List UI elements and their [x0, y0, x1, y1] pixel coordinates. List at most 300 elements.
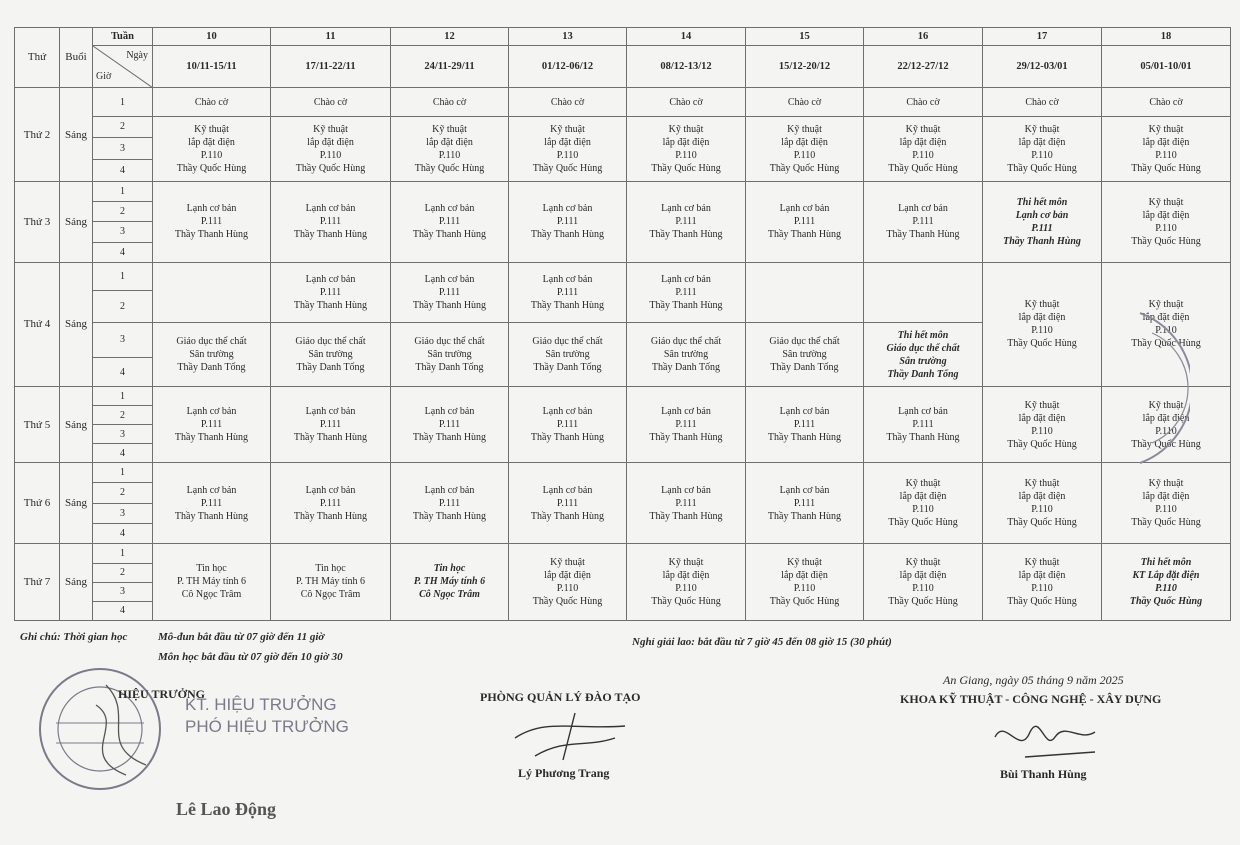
schedule-cell [153, 116, 271, 182]
cell-line: Thầy Quốc Hùng [1131, 163, 1201, 175]
cell-line: Thầy Thanh Hùng [174, 432, 249, 444]
week-dates: 17/11-22/11 [271, 45, 391, 87]
period-number: 3 [93, 137, 153, 159]
period-number: 4 [93, 444, 153, 463]
schedule-cell [391, 543, 509, 620]
cell-line: Lạnh cơ bản [898, 406, 948, 418]
schedule-cell [864, 543, 983, 620]
cell-line: Thầy Thanh Hùng [886, 432, 960, 444]
seal-fragment-icon [1130, 308, 1190, 468]
cell-line: P.111 [556, 216, 579, 228]
day-label: Thứ 2 [15, 88, 60, 182]
cell-line: Kỹ thuật [194, 124, 229, 136]
cell-line: Sân trường [427, 349, 472, 361]
cell-line: P.110 [1155, 582, 1177, 594]
principal-name: Lê Lao Động [176, 799, 277, 819]
cell-line: Thầy Quốc Hùng [1007, 595, 1077, 607]
period-number: 4 [93, 601, 153, 620]
cell-line: Thầy Danh Tống [651, 362, 721, 374]
cell-line: Sân trường [189, 349, 234, 361]
cell-line: P.110 [556, 150, 579, 162]
period-number: 1 [93, 543, 153, 563]
cell-line: Lạnh cơ bản [542, 484, 593, 496]
cell-line: Sân trường [899, 355, 947, 367]
cell-line: P.111 [675, 216, 697, 228]
week-dates: 10/11-15/11 [153, 45, 271, 87]
cell-line: P.111 [438, 419, 461, 431]
date-line: An Giang, ngày 05 tháng 9 năm 2025 [943, 673, 1124, 687]
exam-cell [1102, 543, 1231, 620]
cell-line: Thầy Quốc Hùng [1007, 438, 1077, 450]
period-number: 4 [93, 523, 153, 543]
week-number: 13 [509, 28, 627, 46]
empty-cell [746, 262, 864, 322]
cell-line: lắp đặt điện [426, 137, 473, 149]
cell-line: P.110 [675, 582, 697, 594]
cell-line: Cô Ngọc Trâm [181, 589, 242, 601]
cell-line: Giáo dục thể chất [769, 336, 840, 348]
cell-line: P.110 [793, 150, 816, 162]
cell-line: Kỹ thuật [905, 556, 941, 568]
cell-line: P.111 [319, 216, 342, 228]
note-monhoc: Môn học bắt đầu từ 07 giờ đến 10 giờ 30 [158, 651, 343, 663]
cell-line: P.111 [319, 286, 342, 298]
cell-line: P.110 [1031, 150, 1053, 162]
schedule-cell [746, 463, 864, 543]
cell-line: Thầy Thanh Hùng [530, 229, 605, 241]
period-number: 2 [93, 291, 153, 323]
cell-line: Thầy Danh Tống [887, 368, 959, 380]
cell-line: Thầy Quốc Hùng [651, 595, 721, 607]
cell-line: Kỹ thuật [787, 556, 822, 568]
cell-line: Kỹ thuật [1024, 299, 1060, 311]
schedule-cell [153, 543, 271, 620]
cell-line: Thầy Quốc Hùng [651, 163, 721, 175]
cell-line: Thầy Thanh Hùng [530, 432, 605, 444]
schedule-cell [627, 116, 746, 182]
schedule-cell: Chào cờ [509, 88, 627, 117]
cell-line: P.111 [556, 286, 579, 298]
cell-line: P.110 [1031, 582, 1053, 594]
schedule-cell [509, 182, 627, 262]
note-break: Nghỉ giải lao: bắt đầu từ 7 giờ 45 đến 08 giờ 15 (30 phút) [632, 636, 892, 648]
deputy-title: PHÓ HIỆU TRƯỞNG [185, 717, 349, 736]
period-number: 4 [93, 357, 153, 387]
cell-line: Thầy Quốc Hùng [769, 163, 840, 175]
exam-cell [864, 322, 983, 386]
schedule-cell [509, 463, 627, 543]
cell-line: P.111 [200, 216, 223, 228]
cell-line: Giáo dục thể chất [176, 336, 247, 348]
cell-line: P.110 [1031, 325, 1053, 337]
cell-line: Thầy Quốc Hùng [1007, 517, 1077, 529]
schedule-cell [864, 463, 983, 543]
cell-line: Thầy Thanh Hùng [767, 510, 842, 522]
cell-line: P.110 [912, 582, 934, 594]
cell-line: Lạnh cơ bản [542, 406, 593, 418]
schedule-cell [153, 387, 271, 463]
schedule-table [14, 27, 1231, 621]
cell-line: Thầy Quốc Hùng [532, 163, 603, 175]
cell-line: Lạnh cơ bản [186, 203, 237, 215]
cell-line: P.111 [438, 216, 461, 228]
schedule-cell [391, 463, 509, 543]
schedule-cell [983, 387, 1102, 463]
cell-line: Lạnh cơ bản [305, 406, 356, 418]
tuan-header: Tuần [93, 28, 153, 46]
schedule-cell [391, 322, 509, 386]
cell-line: Kỹ thuật [787, 124, 822, 136]
cell-line: Thầy Thanh Hùng [293, 229, 368, 241]
schedule-cell: Chào cờ [746, 88, 864, 117]
cell-line: P.111 [1031, 222, 1053, 234]
period-number: 2 [93, 202, 153, 222]
cell-line: P.110 [675, 150, 697, 162]
cell-line: Kỹ thuật [432, 124, 467, 136]
faculty-name: Bùi Thanh Hùng [1000, 767, 1087, 781]
cell-line: lắp đặt điện [1018, 312, 1066, 324]
cell-line: lắp đặt điện [1018, 491, 1066, 503]
cell-line: Thầy Quốc Hùng [888, 163, 958, 175]
note-label: Ghi chú: Thời gian học [20, 631, 128, 643]
cell-line: Cô Ngọc Trâm [300, 589, 361, 601]
cell-line: Thầy Danh Tống [770, 362, 839, 374]
cell-line: Thầy Quốc Hùng [1131, 235, 1201, 247]
cell-line: P. TH Máy tính 6 [296, 576, 365, 588]
schedule-cell [746, 543, 864, 620]
cell-line: P.110 [200, 150, 223, 162]
cell-line: Kỹ thuật [1148, 478, 1184, 490]
cell-line: Kỹ thuật [550, 556, 585, 568]
cell-line: Lạnh cơ bản [305, 203, 356, 215]
cell-line: P.110 [1155, 150, 1177, 162]
week-number: 14 [627, 28, 746, 46]
cell-line: Kỹ thuật [668, 556, 704, 568]
week-dates: 29/12-03/01 [983, 45, 1102, 87]
cell-line: Sân trường [782, 349, 827, 361]
schedule-cell: Chào cờ [391, 88, 509, 117]
day-label: Thứ 4 [15, 262, 60, 387]
cell-line: P.111 [675, 497, 697, 509]
cell-line: P.110 [438, 150, 461, 162]
cell-line: Sân trường [545, 349, 590, 361]
cell-line: Thầy Danh Tống [533, 362, 602, 374]
schedule-cell [509, 262, 627, 322]
cell-line: Giáo dục thể chất [650, 336, 722, 348]
cell-line: Kỹ thuật [1024, 556, 1060, 568]
schedule-cell [627, 543, 746, 620]
cell-line: lắp đặt điện [1018, 412, 1066, 424]
cell-line: Kỹ thuật [1148, 399, 1184, 411]
schedule-cell [271, 322, 391, 386]
cell-line: Thầy Thanh Hùng [649, 510, 723, 522]
cell-line: Thầy Thanh Hùng [293, 299, 368, 311]
cell-line: Thầy Quốc Hùng [769, 595, 840, 607]
signature-icon [985, 712, 1105, 762]
cell-line: Lạnh cơ bản [305, 273, 356, 285]
cell-line: lắp đặt điện [662, 137, 710, 149]
period-number: 1 [93, 262, 153, 291]
cell-line: lắp đặt điện [1018, 137, 1066, 149]
cell-line: Thầy Danh Tống [296, 362, 365, 374]
week-dates: 15/12-20/12 [746, 45, 864, 87]
cell-line: lắp đặt điện [307, 137, 354, 149]
cell-line: P.111 [200, 419, 223, 431]
cell-line: Thầy Quốc Hùng [888, 517, 958, 529]
period-number: 3 [93, 582, 153, 601]
ngay-gio-header [93, 45, 153, 87]
cell-line: lắp đặt điện [1142, 412, 1190, 424]
cell-line: Thầy Thanh Hùng [886, 229, 960, 241]
cell-line: P.111 [438, 286, 461, 298]
note-modun: Mô-đun bắt đầu từ 07 giờ đến 11 giờ [158, 631, 325, 643]
week-dates: 08/12-13/12 [627, 45, 746, 87]
cell-line: Lạnh cơ bản [1015, 209, 1069, 221]
cell-line: Giáo dục thể chất [886, 342, 960, 354]
cell-line: Thầy Quốc Hùng [532, 595, 603, 607]
period-number: 2 [93, 116, 153, 137]
schedule-cell [271, 182, 391, 262]
cell-line: Thầy Quốc Hùng [1131, 338, 1201, 350]
exam-cell [983, 182, 1102, 262]
cell-line: Giáo dục thể chất [532, 336, 603, 348]
schedule-cell [627, 322, 746, 386]
cell-line: Thầy Quốc Hùng [1129, 595, 1203, 607]
cell-line: Lạnh cơ bản [898, 203, 948, 215]
schedule-cell: Chào cờ [1102, 88, 1231, 117]
cell-line: Kỹ thuật [1148, 299, 1184, 311]
schedule-cell [271, 262, 391, 322]
cell-line: lắp đặt điện [1142, 137, 1190, 149]
period-number: 3 [93, 425, 153, 444]
cell-line: Lạnh cơ bản [661, 406, 711, 418]
period-number: 1 [93, 387, 153, 406]
schedule-cell [509, 543, 627, 620]
week-number: 18 [1102, 28, 1231, 46]
cell-line: P.110 [912, 150, 934, 162]
week-number: 17 [983, 28, 1102, 46]
cell-line: P.111 [912, 419, 934, 431]
cell-line: Kỹ thuật [313, 124, 348, 136]
schedule-cell [271, 463, 391, 543]
cell-line: Kỹ thuật [1148, 196, 1184, 208]
cell-line: Lạnh cơ bản [186, 406, 237, 418]
cell-line: Giáo dục thể chất [295, 336, 366, 348]
cell-line: Thầy Thanh Hùng [1003, 235, 1081, 247]
cell-line: Kỹ thuật [905, 478, 941, 490]
cell-line: Thầy Thanh Hùng [767, 229, 842, 241]
cell-line: Lạnh cơ bản [661, 203, 711, 215]
cell-line: Lạnh cơ bản [779, 203, 830, 215]
week-dates: 24/11-29/11 [391, 45, 509, 87]
cell-line: lắp đặt điện [188, 137, 235, 149]
cell-line: Thầy Danh Tống [177, 362, 246, 374]
period-number: 2 [93, 483, 153, 503]
training-office-title: PHÒNG QUẢN LÝ ĐÀO TẠO [480, 690, 641, 704]
period-number: 3 [93, 222, 153, 242]
cell-line: KT Lắp đặt điện [1132, 569, 1200, 581]
schedule-cell [509, 387, 627, 463]
faculty-title: KHOA KỸ THUẬT - CÔNG NGHỆ - XÂY DỰNG [900, 692, 1162, 706]
cell-line: lắp đặt điện [1142, 491, 1190, 503]
cell-line: Thầy Thanh Hùng [649, 432, 723, 444]
cell-line: Thầy Quốc Hùng [1007, 163, 1077, 175]
week-number: 12 [391, 28, 509, 46]
cell-line: Lạnh cơ bản [305, 484, 356, 496]
schedule-cell [271, 543, 391, 620]
week-number: 11 [271, 28, 391, 46]
schedule-cell [1102, 182, 1231, 262]
cell-line: P.111 [793, 497, 816, 509]
cell-line: P.110 [1031, 425, 1053, 437]
cell-line: Thầy Quốc Hùng [176, 163, 247, 175]
schedule-cell [746, 387, 864, 463]
week-dates: 22/12-27/12 [864, 45, 983, 87]
cell-line: P.110 [1155, 222, 1177, 234]
schedule-cell [627, 463, 746, 543]
cell-line: P.111 [793, 216, 816, 228]
cell-line: Kỹ thuật [1024, 399, 1060, 411]
schedule-cell [153, 463, 271, 543]
cell-line: Thầy Thanh Hùng [530, 510, 605, 522]
period-number: 4 [93, 160, 153, 182]
session-label: Sáng [60, 387, 93, 463]
cell-line: Kỹ thuật [905, 124, 941, 136]
cell-line: P.111 [675, 419, 697, 431]
cell-line: Lạnh cơ bản [779, 406, 830, 418]
period-number: 3 [93, 322, 153, 357]
schedule-cell [391, 116, 509, 182]
cell-line: Kỹ thuật [1148, 124, 1184, 136]
cell-line: Lạnh cơ bản [542, 203, 593, 215]
cell-line: Giáo dục thể chất [414, 336, 485, 348]
cell-line: lắp đặt điện [899, 137, 947, 149]
schedule-cell: Chào cờ [153, 88, 271, 117]
cell-line: Tin học [196, 563, 227, 575]
cell-line: Thầy Thanh Hùng [174, 510, 249, 522]
cell-line: P.110 [1031, 504, 1053, 516]
period-number: 3 [93, 503, 153, 523]
cell-line: Kỹ thuật [668, 124, 704, 136]
cell-line: Thi hết môn [1140, 556, 1192, 568]
cell-line: Thi hết môn [897, 329, 949, 341]
week-number: 10 [153, 28, 271, 46]
schedule-cell [864, 387, 983, 463]
cell-line: Thầy Thanh Hùng [412, 299, 487, 311]
schedule-cell [746, 116, 864, 182]
week-dates: 01/12-06/12 [509, 45, 627, 87]
cell-line: P.111 [556, 419, 579, 431]
cell-line: Thầy Thanh Hùng [174, 229, 249, 241]
cell-line: Thầy Thanh Hùng [412, 432, 487, 444]
cell-line: Tin học [433, 563, 466, 575]
cell-line: Thầy Thanh Hùng [412, 229, 487, 241]
cell-line: lắp đặt điện [899, 491, 947, 503]
cell-line: Thầy Thanh Hùng [530, 299, 605, 311]
cell-line: P.110 [793, 582, 816, 594]
session-label: Sáng [60, 262, 93, 387]
schedule-cell: Chào cờ [983, 88, 1102, 117]
cell-line: lắp đặt điện [544, 569, 591, 581]
cell-line: Thi hết môn [1016, 196, 1068, 208]
cell-line: P.111 [438, 497, 461, 509]
cell-line: Thầy Danh Tống [415, 362, 484, 374]
cell-line: Kỹ thuật [1024, 124, 1060, 136]
cell-line: Lạnh cơ bản [424, 484, 475, 496]
cell-line: P.111 [912, 216, 934, 228]
cell-line: lắp đặt điện [544, 137, 591, 149]
cell-line: P.110 [556, 582, 579, 594]
schedule-cell [627, 387, 746, 463]
schedule-cell [983, 116, 1102, 182]
schedule-cell [153, 182, 271, 262]
cell-line: P.111 [200, 497, 223, 509]
cell-line: Thầy Thanh Hùng [293, 510, 368, 522]
session-label: Sáng [60, 543, 93, 620]
cell-line: Thầy Thanh Hùng [649, 229, 723, 241]
cell-line: lắp đặt điện [899, 569, 947, 581]
schedule-cell: Chào cờ [864, 88, 983, 117]
session-label: Sáng [60, 88, 93, 182]
cell-line: lắp đặt điện [1142, 209, 1190, 221]
cell-line: P.110 [1155, 425, 1177, 437]
training-office-name: Lý Phương Trang [518, 766, 610, 780]
cell-line: Kỹ thuật [1024, 478, 1060, 490]
schedule-cell [627, 262, 746, 322]
cell-line: P.111 [319, 419, 342, 431]
cell-line: Thầy Quốc Hùng [295, 163, 366, 175]
cell-line: Thầy Thanh Hùng [412, 510, 487, 522]
cell-line: P.110 [1155, 504, 1177, 516]
signature-icon [505, 708, 635, 766]
cell-line: P.111 [319, 497, 342, 509]
empty-cell [864, 262, 983, 322]
cell-line: Lạnh cơ bản [779, 484, 830, 496]
cell-line: Sân trường [663, 349, 709, 361]
session-label: Sáng [60, 463, 93, 543]
cell-line: Thầy Thanh Hùng [649, 299, 723, 311]
period-number: 4 [93, 242, 153, 262]
cell-line: Thầy Quốc Hùng [1007, 338, 1077, 350]
cell-line: Thầy Thanh Hùng [767, 432, 842, 444]
period-number: 1 [93, 182, 153, 202]
cell-line: Lạnh cơ bản [186, 484, 237, 496]
schedule-cell [271, 116, 391, 182]
cell-line: P. TH Máy tính 6 [413, 576, 486, 588]
cell-line: P.110 [319, 150, 342, 162]
schedule-cell [864, 182, 983, 262]
schedule-cell [271, 387, 391, 463]
cell-line: Tin học [315, 563, 346, 575]
principal-title: HIỆU TRƯỞNG [118, 687, 206, 701]
cell-line: Sân trường [308, 349, 353, 361]
day-label: Thứ 7 [15, 543, 60, 620]
schedule-cell: Chào cờ [271, 88, 391, 117]
period-number: 1 [93, 463, 153, 483]
cell-line: Kỹ thuật [550, 124, 585, 136]
cell-line: Thầy Quốc Hùng [1131, 517, 1201, 529]
cell-line: Cô Ngọc Trâm [419, 589, 480, 601]
schedule-cell [1102, 463, 1231, 543]
schedule-cell [746, 322, 864, 386]
cell-line: Lạnh cơ bản [661, 484, 711, 496]
cell-line: lắp đặt điện [1018, 569, 1066, 581]
cell-line: Lạnh cơ bản [424, 273, 475, 285]
ngay-label: Ngày [126, 49, 148, 61]
schedule-cell [864, 116, 983, 182]
week-dates: 05/01-10/01 [1102, 45, 1231, 87]
cell-line: Thầy Quốc Hùng [414, 163, 485, 175]
